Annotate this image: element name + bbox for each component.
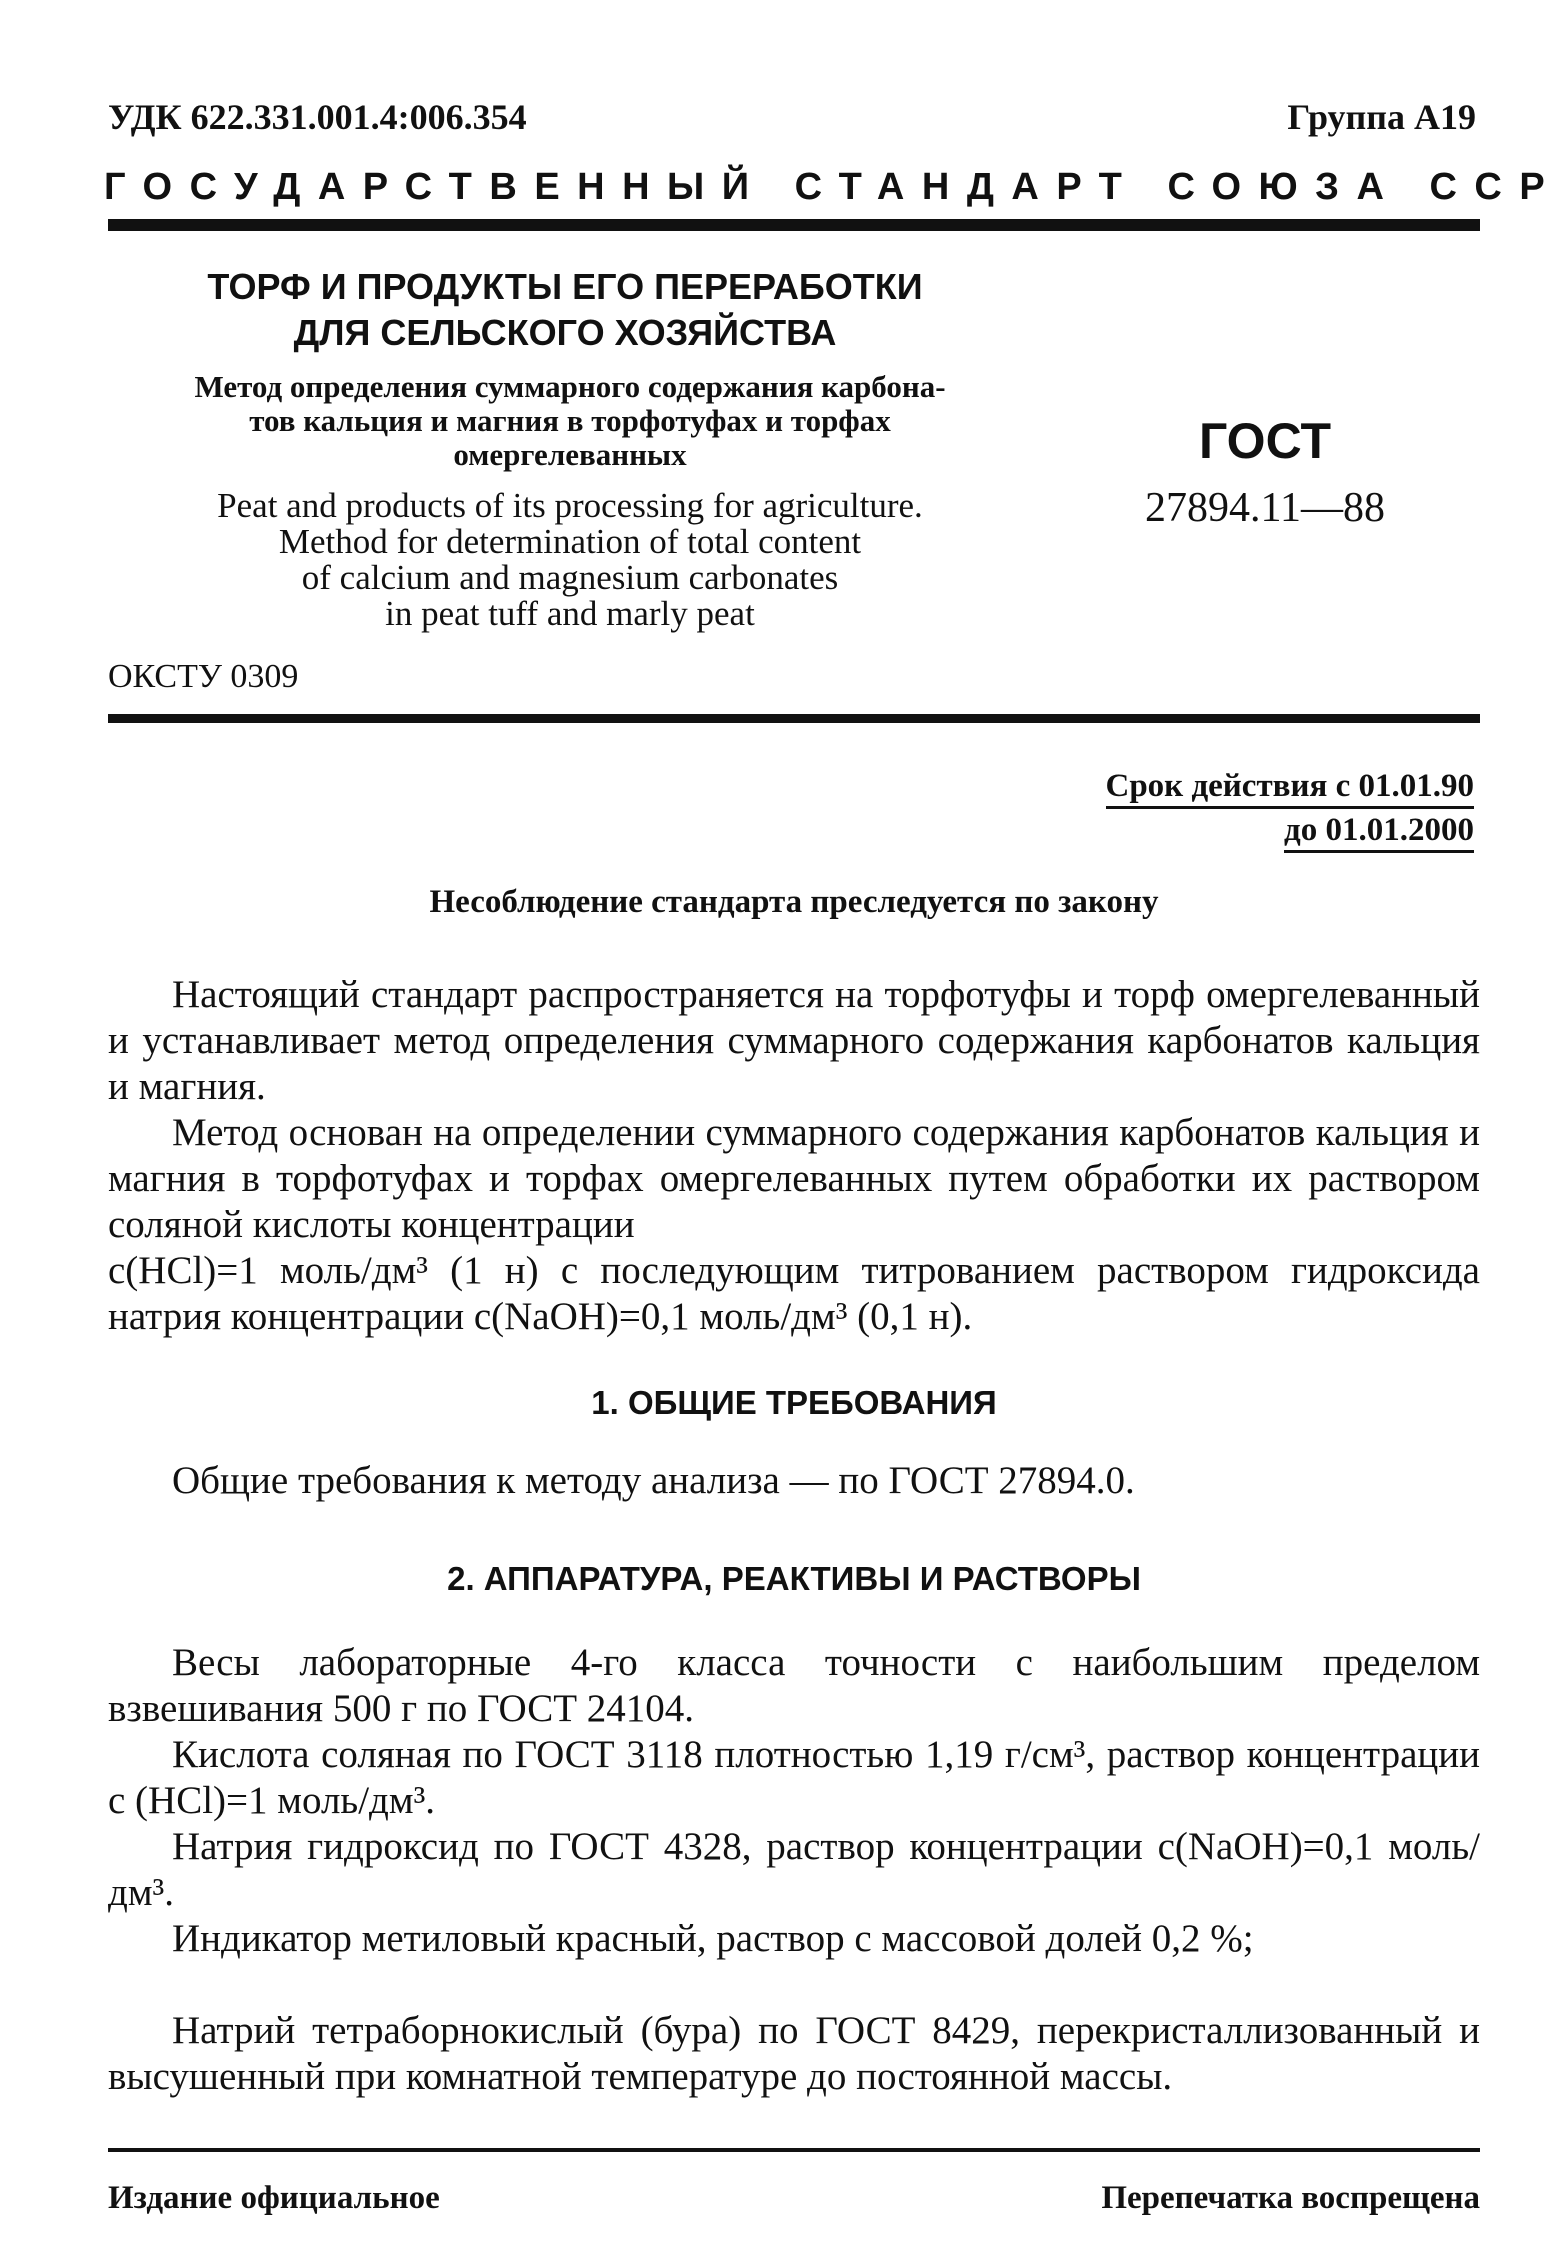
validity-to [1284, 812, 1474, 849]
validity-from [1106, 768, 1475, 805]
footer-official-edition: Издание официальное [108, 2180, 440, 2216]
apparatus-item-4: Индикатор метиловый красный, раствор с массовой долей 0,2 %; [172, 1917, 1254, 1960]
section-1-heading: 1. ОБЩИЕ ТРЕБОВАНИЯ [591, 1384, 997, 1421]
title-line-2: ДЛЯ СЕЛЬСКОГО ХОЗЯЙСТВА [293, 312, 837, 353]
validity-from-text: Срок действия с 01.01.90 [1106, 768, 1475, 809]
okstu-code: ОКСТУ 0309 [108, 658, 299, 695]
intro-paragraph-1: Настоящий стандарт распространяется на торфотуфы и торф омергелеванный и устанавливает метод определения суммарного содержания карбонатов кальция и магния. [108, 973, 1480, 1108]
subtitle-line-3: омергелеванных [453, 437, 687, 472]
title-line-1: ТОРФ И ПРОДУКТЫ ЕГО ПЕРЕРАБОТКИ [207, 266, 923, 307]
section-1-text: Общие требования к методу анализа — по ГОСТ 27894.0. [172, 1459, 1135, 1502]
middle-thick-rule [108, 714, 1480, 723]
state-standard-banner: ГОСУДАРСТВЕННЫЙ СТАНДАРТ СОЮЗА ССР [104, 166, 1563, 208]
apparatus-item-5: Натрий тетраборнокислый (бура) по ГОСТ 8429, перекристаллизованный и высушенный при комнатной температуре до постоянной массы. [108, 2009, 1480, 2098]
subtitle-line-2: тов кальция и магния в торфотуфах и торфах [249, 403, 891, 438]
gost-number: 27894.11—88 [1145, 485, 1385, 531]
english-title-line-4: in peat tuff and marly peat [385, 594, 755, 633]
legal-notice: Несоблюдение стандарта преследуется по закону [429, 884, 1159, 920]
validity-to-text: до 01.01.2000 [1284, 812, 1474, 853]
intro-paragraph-2b: c(HCl)=1 моль/дм³ (1 н) с последующим титрованием раствором гидроксида натрия концентрации c(NaOH)=0,1 моль/дм³ (0,1 н). [108, 1249, 1480, 1338]
group-code: Группа А19 [1287, 97, 1476, 137]
section-2-heading: 2. АППАРАТУРА, РЕАКТИВЫ И РАСТВОРЫ [447, 1560, 1141, 1597]
footer-reprint-prohibited: Перепечатка воспрещена [1101, 2180, 1480, 2216]
udk-code: УДК 622.331.001.4:006.354 [108, 97, 527, 137]
english-title-line-3: of calcium and magnesium carbonates [301, 558, 839, 597]
footer-rule [108, 2148, 1480, 2152]
apparatus-item-3: Натрия гидроксид по ГОСТ 4328, раствор концентрации c(NaOH)=0,1 моль/дм³. [108, 1825, 1480, 1914]
top-thick-rule [108, 219, 1480, 231]
english-title-line-2: Method for determination of total content [278, 522, 862, 561]
apparatus-item-2: Кислота соляная по ГОСТ 3118 плотностью 1,19 г/см³, раствор концентрации c (HCl)=1 моль/дм³. [108, 1733, 1480, 1822]
english-title-line-1: Peat and products of its processing for agriculture. [217, 486, 923, 525]
apparatus-item-1: Весы лабораторные 4-го класса точности с наибольшим пределом взвешивания 500 г по ГОСТ 24104. [108, 1641, 1480, 1730]
subtitle-line-1: Метод определения суммарного содержания карбона- [194, 369, 946, 404]
gost-label: ГОСТ [1199, 413, 1331, 469]
intro-paragraph-2a: Метод основан на определении суммарного содержания карбонатов кальция и магния в торфотуфах и торфах омергелеванных путем обработки их раствором соляной кислоты концентрации [108, 1111, 1480, 1246]
